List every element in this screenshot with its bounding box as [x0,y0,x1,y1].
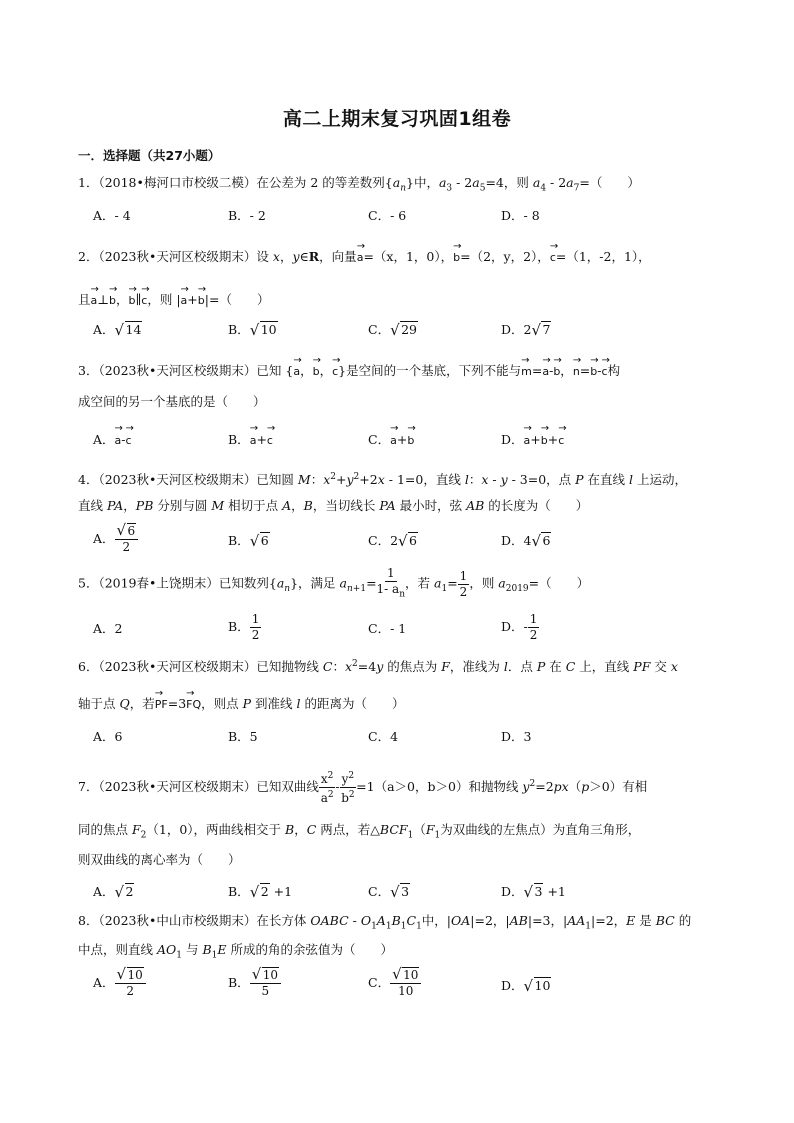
option-d[interactable]: D．4√ 6 [501,531,551,549]
question-2-stem-line-1: 2．（2023秋•天河区校级期末）设 x，y∈R，向量→ a=（x，1，0），→ b=（2，y，2），→ c=（1，-2，1）， [78,242,651,268]
option-a[interactable]: A．6 [93,729,123,744]
option-b[interactable]: B．√ 6 [228,531,270,549]
option-c[interactable]: C．- 1 [368,621,407,636]
question-2-stem-line-2: 且→ a⊥→ b，→ b∥→ c，则 |→ a+→ b|=（ ） [78,285,269,311]
option-d[interactable]: D．→ a+→ b+→ c [501,428,564,448]
option-a[interactable]: A． √ $\frac{6}{2}$ [93,524,138,555]
option-d[interactable]: D．√ 3 +1 [501,882,566,900]
option-d[interactable]: D．2√ 7 [501,320,551,338]
option-d[interactable]: D．- $\frac{1}{2}$ [501,612,538,642]
option-a[interactable]: A．- 4 [93,208,131,223]
question-7-stem-line-2: 同的焦点 $F_2(1$，0），两曲线相交于 B，C 两点，若$\triangle BCF_1(F_1$为双曲线的左焦点）为直角三角形， [78,822,641,841]
section-heading: 一．选择题（共27小题） [78,148,221,163]
option-c[interactable]: C．√ 29 [368,320,418,338]
question-7-stem-line-1: 7．（2023秋•天河区校级期末）已知双曲线 $\frac{x^2}{a^2}$ - $\frac{y^2}{b^2}$ =1（a＞0，b＞0）和抛物线 $y^2=2px(p>0)$有相 [78,771,648,805]
option-c[interactable]: C．2√ 6 [368,531,418,549]
option-a[interactable]: A．√ 2 [93,882,134,900]
question-8-stem-line-2: 中点，则直线 $AO_1$ 与 $B_1E$ 所成的角的余弦值为（ ） [78,942,393,961]
option-a[interactable]: A．√ 14 [93,320,142,338]
question-1-stem: 1．（2018•梅河口市校级二模）在公差为 2 的等差数列$\{a_n\}$中，$a_3 - 2a_5=4$，则 $a_4 - 2a_7=$（ ） [78,175,640,194]
option-c[interactable]: C． √ $\frac{10}{10}$ [368,968,421,999]
option-c[interactable]: C．4 [368,729,399,744]
page-title: 高二上期末复习巩固1组卷 [282,108,512,130]
question-8-stem-line-1: 8．（2023秋•中山市校级期末）在长方体 OABC - $O_1A_1B_1C_1$中，|OA|=2，|AB|=3，$|AA_1|=2$，E 是 BC 的 [78,913,692,932]
option-b[interactable]: B．√ 2 +1 [228,882,292,900]
question-4-stem-line-1: 4．（2023秋•天河区校级期末）已知圆 M：$x^2+y^2+2x - 1=0$，直线 l：x - y - 3=0，点 P 在直线 l 上运动， [78,472,688,488]
option-b[interactable]: B．√ 10 [228,320,278,338]
question-7-stem-line-3: 则双曲线的离心率为（ ） [78,852,241,867]
question-5-stem: 5．（2019春•上饶期末）已知数列$\{a_n\}$，满足 $a_{n+1}=$ $\frac{1}{1- a_n}$ ，若 $a_1=$ $\frac{1}{2}$ ，则 $a_{2019}=$（ ） [78,566,590,600]
option-d[interactable]: D．- 8 [501,208,540,223]
option-b[interactable]: B．→ a+→ c [228,428,273,448]
question-6-stem-line-2: 轴于点 Q，若→ PF=3→ FQ，则点 P 到准线 l 的距离为（ ） [78,689,405,715]
option-c[interactable]: C．√ 3 [368,882,410,900]
question-6-stem-line-1: 6．（2023秋•天河区校级期末）已知抛物线 C：$x^2=4y$ 的焦点为 F，准线为 l．点 P 在 C 上，直线 PF 交 x [78,659,678,675]
option-b[interactable]: B．5 [228,729,258,744]
option-b[interactable]: B． $\frac{1}{2}$ [228,612,260,642]
option-c[interactable]: C．→ a+→ b [368,428,414,448]
option-a[interactable]: A． √ $\frac{10}{2}$ [93,968,146,999]
option-a[interactable]: A．→ a-→ c [93,428,132,448]
option-a[interactable]: A．2 [93,621,123,636]
option-d[interactable]: D．3 [501,729,532,744]
option-d[interactable]: D．√ 10 [501,976,551,994]
question-3-stem-line-2: 成空间的另一个基底的是（ ） [78,394,266,409]
option-c[interactable]: C．- 6 [368,208,407,223]
option-b[interactable]: B．- 2 [228,208,266,223]
question-4-stem-line-2: 直线 PA，PB 分别与圆 M 相切于点 A，B，当切线长 PA 最小时，弦 AB 的长度为（ ） [78,498,589,513]
option-b[interactable]: B． √ $\frac{10}{5}$ [228,968,281,999]
question-3-stem-line-1: 3．（2023秋•天河区校级期末）已知 {→ a，→ b，→ c}是空间的一个基底，下列不能与→ m=→ a-→ b，→ n=→ b-→ c构 [78,356,620,382]
